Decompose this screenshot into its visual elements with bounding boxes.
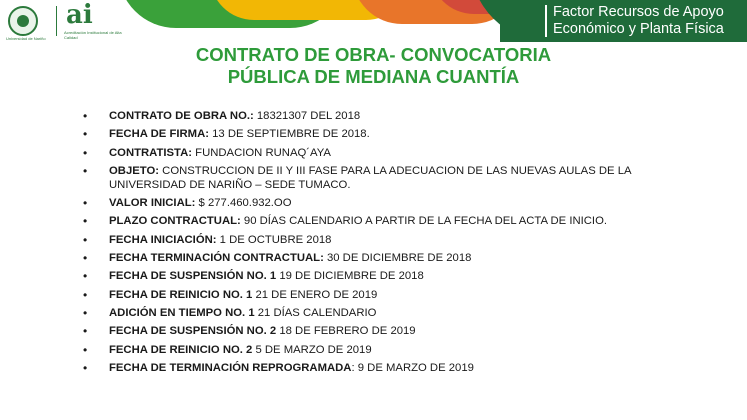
item-value: : 9 DE MARZO DE 2019 [351,361,474,374]
list-item [83,361,683,375]
page-title-line2: PÚBLICA DE MEDIANA CUANTÍA [227,66,520,87]
item-label: FECHA DE REINICIO NO. 1 [109,288,253,301]
item-label: FECHA DE SUSPENSIÓN NO. 1 [109,270,277,283]
section-title-line2: Económico y Planta Física [553,21,724,37]
item-label: OBJETO: [109,164,160,177]
logo-divider [56,6,57,36]
item-value: 19 DE DICIEMBRE DE 2018 [276,270,424,283]
list-item [83,164,683,192]
item-value: CONSTRUCCION DE II Y III FASE PARA LA ADECUACION DE LAS NUEVAS AULAS DE LA UNIVERSIDAD DE NARIÑO – SEDE TUMACO. [109,164,631,191]
item-value: 30 DE DICIEMBRE DE 2018 [323,252,472,265]
item-label: FECHA INICIACIÓN: [109,233,217,246]
list-item [83,214,683,228]
item-value: 5 DE MARZO DE 2019 [252,343,372,356]
item-value: 13 DE SEPTIEMBRE DE 2018. [209,128,370,141]
item-value: $ 277.460.932.OO [195,197,292,210]
list-item [83,146,683,160]
list-item [83,251,683,265]
item-value: 18 DE FEBRERO DE 2019 [276,325,416,338]
item-label: FECHA DE REINICIO NO. 2 [109,343,253,356]
item-value: 21 DÍAS CALENDARIO [254,306,377,319]
contract-details-list [83,109,683,379]
page-title [0,44,747,88]
university-name: Universidad de Nariño [6,36,46,41]
section-title-line1: Factor Recursos de Apoyo [553,4,724,20]
item-label: FECHA DE FIRMA: [109,128,209,141]
list-item [83,288,683,302]
item-label: PLAZO CONTRACTUAL: [109,215,241,228]
item-label: FECHA DE SUSPENSIÓN NO. 2 [109,325,277,338]
item-label: FECHA TERMINACIÓN CONTRACTUAL: [109,252,324,265]
accreditation-logo: ai [66,0,93,30]
item-value: 21 DE ENERO DE 2019 [252,288,378,301]
section-divider [545,5,547,37]
list-item [83,269,683,283]
list-item [83,196,683,210]
item-value: 90 DÍAS CALENDARIO A PARTIR DE LA FECHA DEL ACTA DE INICIO. [240,215,607,228]
item-label: VALOR INICIAL: [109,197,196,210]
item-label: CONTRATISTA: [109,146,193,159]
list-item [83,343,683,357]
page-title-line1: CONTRATO DE OBRA- CONVOCATORIA [195,44,552,65]
list-item [83,233,683,247]
list-item [83,306,683,320]
list-item [83,109,683,123]
section-title [553,4,724,38]
item-label: CONTRATO DE OBRA NO.: [109,110,254,122]
header-band [0,0,747,42]
item-label: ADICIÓN EN TIEMPO NO. 1 [109,306,255,319]
item-value: 1 DE OCTUBRE 2018 [216,233,332,246]
university-seal-logo [8,6,38,36]
accreditation-logo-caption: Acreditación Institucional de Alta Calidad [64,30,122,40]
list-item [83,324,683,338]
item-label: FECHA DE TERMINACIÓN REPROGRAMADA [109,361,352,374]
item-value: 18321307 DEL 2018 [253,110,361,122]
list-item [83,127,683,141]
item-value: FUNDACION RUNAQ´AYA [192,146,331,159]
